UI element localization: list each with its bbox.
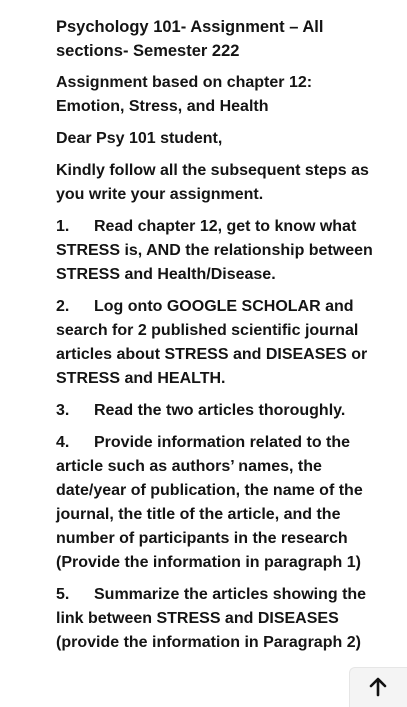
step-text: Read chapter 12, get to know what STRESS is, AND the relationship between STRESS and Health/Disease.	[56, 218, 373, 283]
step-text-bold: Provide information related to the article such as authors’ names, the date/year of publication, the name of the journal, the title of the article, and the number of participants in the research	[56, 434, 363, 547]
step-number: 3.	[56, 402, 70, 419]
intro-paragraph: Kindly follow all the subsequent steps as you write your assignment.	[56, 162, 369, 203]
step-number: 2.	[56, 298, 70, 315]
step-5	[56, 583, 374, 655]
scroll-to-top-button[interactable]	[349, 667, 407, 707]
greeting: Dear Psy 101 student,	[56, 130, 223, 147]
step-1	[56, 215, 374, 287]
step-number: 4.	[56, 434, 70, 451]
step-text-note: (provide the information in Paragraph 2)	[56, 634, 361, 651]
step-text: Read the two articles thoroughly.	[94, 402, 346, 419]
arrow-up-icon	[368, 677, 388, 697]
step-2	[56, 295, 374, 391]
step-text-bold: Summarize the articles showing the link between STRESS and DISEASES	[56, 586, 367, 627]
step-text: Log onto GOOGLE SCHOLAR and search for 2 published scientific journal articles about STRESS and DISEASES or STRESS and HEALTH.	[56, 298, 368, 387]
step-3	[56, 399, 374, 423]
document-title: Psychology 101- Assignment – All sections- Semester 222	[56, 18, 324, 60]
step-4	[56, 431, 374, 575]
step-text-note: (Provide the information in paragraph 1)	[56, 554, 361, 571]
step-number: 5.	[56, 586, 70, 603]
document-subtitle: Assignment based on chapter 12: Emotion, Stress, and Health	[56, 74, 313, 115]
step-number: 1.	[56, 218, 70, 235]
assignment-document	[56, 15, 374, 663]
